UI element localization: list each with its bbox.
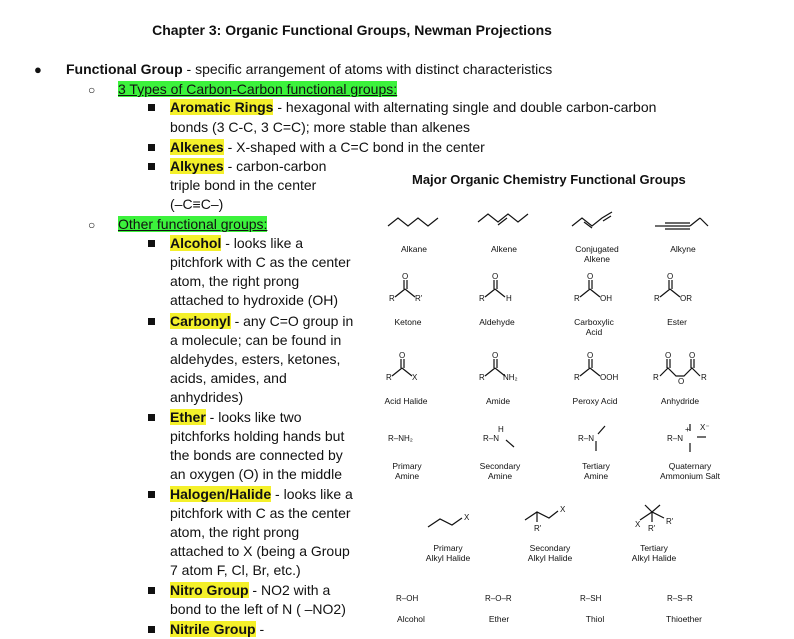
label-quaternary-ammonium: Quaternary Ammonium Salt <box>660 461 720 481</box>
atom-X: X <box>464 513 470 522</box>
label-ether: Ether <box>488 614 510 624</box>
ether-line3: the bonds are connected by <box>170 447 343 463</box>
atom-H: H <box>498 425 504 434</box>
atom-OOH: OOH <box>600 373 619 382</box>
ether-line4: an oxygen (O) in the middle <box>170 466 342 482</box>
bullet-dot: ● <box>34 62 42 77</box>
atom-O: O <box>587 351 594 360</box>
term-alcohol: Alcohol <box>170 235 222 251</box>
atom-O: O <box>399 351 406 360</box>
atom-X: X <box>560 505 566 514</box>
aromatic-line2: bonds (3 C-C, 3 C=C); more stable than alkenes <box>170 119 470 135</box>
label-aldehyde: Aldehyde <box>479 317 515 327</box>
atom-O: O <box>587 272 594 281</box>
cc-heading: 3 Types of Carbon-Carbon functional groups: <box>118 81 398 97</box>
term-alkynes: Alkynes <box>170 158 224 174</box>
label-anhydride: Anhydride <box>660 396 700 406</box>
atom-R: R <box>479 373 485 382</box>
term-aromatic: Aromatic Rings <box>170 99 274 115</box>
atom-O: O <box>689 351 696 360</box>
label-conjugated-alkene: Conjugated Alkene <box>575 244 619 264</box>
nitro-line2: bond to the left of N ( –NO2) <box>170 601 346 617</box>
atom-Rp: R' <box>666 517 674 526</box>
alcohol-line3: atom, the right prong <box>170 273 300 289</box>
alkynes-line2: triple bond in the center <box>170 177 317 193</box>
atom-R: R <box>654 294 660 303</box>
label-alkene: Alkene <box>491 244 517 254</box>
term-carbonyl: Carbonyl <box>170 313 231 329</box>
atom-R: R <box>574 294 580 303</box>
atom-O: O <box>665 351 672 360</box>
atom-O: O <box>492 272 499 281</box>
carbonyl-line3: aldehydes, esters, ketones, <box>170 351 341 367</box>
ester-structure <box>660 280 680 297</box>
carbonyl-line2: a molecule; can be found in <box>170 332 342 348</box>
label-alkane: Alkane <box>401 244 427 254</box>
atom-RSR: R–S–R <box>667 594 693 603</box>
atom-H: H <box>506 294 512 303</box>
ether-line2: pitchforks holding hands but <box>170 428 345 444</box>
secondary-amine-structure <box>506 440 514 447</box>
atom-OR: OR <box>680 294 692 303</box>
atom-R: R <box>653 373 659 382</box>
halogen-line4: attached to X (being a Group <box>170 543 350 559</box>
label-tertiary-amine: Tertiary Amine <box>582 461 610 481</box>
carbonyl-line4: acids, amides, and <box>170 370 287 386</box>
halogen-line3: atom, the right prong <box>170 524 300 540</box>
atom-R: R <box>386 373 392 382</box>
label-alcohol: Alcohol <box>397 614 425 624</box>
atom-R: R <box>701 373 707 382</box>
atom-Xm: X⁻ <box>700 423 710 432</box>
atom-RN: R–N <box>483 434 500 443</box>
halogen-line2: pitchfork with C as the center <box>170 505 351 521</box>
carbonyl-line5: anhydrides) <box>170 389 244 405</box>
atom-O: O <box>492 351 499 360</box>
label-peroxy-acid: Peroxy Acid <box>572 396 618 406</box>
alkynes-line3: (–C≡C–) <box>170 196 224 212</box>
atom-RNH2: R–NH₂ <box>388 434 413 443</box>
atom-OH: OH <box>600 294 612 303</box>
atom-ROH: R–OH <box>396 594 419 603</box>
label-tertiary-halide: Tertiary Alkyl Halide <box>631 543 677 563</box>
label-carboxylic-acid: Carboxylic Acid <box>574 317 614 337</box>
atom-Rp: R' <box>415 294 423 303</box>
atom-Rp: R' <box>534 524 542 533</box>
other-heading: Other functional groups: <box>118 216 268 232</box>
functional-group-line: Functional Group - specific arrangement of atoms with distinct characteristics <box>66 61 553 77</box>
alkane-structure <box>388 218 438 226</box>
carboxylic-structure <box>580 280 600 297</box>
atom-R: R <box>479 294 485 303</box>
atom-O: O <box>678 377 685 386</box>
term-ether: Ether <box>170 409 206 425</box>
atom-NH2: NH₂ <box>503 373 518 382</box>
label-acid-halide: Acid Halide <box>384 396 428 406</box>
atom-X: X <box>635 520 641 529</box>
alcohol-line4: attached to hydroxide (OH) <box>170 292 339 308</box>
acid-halide-structure <box>392 359 412 376</box>
atom-O: O <box>667 272 674 281</box>
term-alkenes: Alkenes <box>170 139 224 155</box>
primary-halide-structure <box>428 518 462 527</box>
label-ester: Ester <box>667 317 687 327</box>
halogen-line5: 7 atom F, Cl, Br, etc.) <box>170 562 301 578</box>
amide-structure <box>485 359 505 376</box>
atom-R: R <box>574 373 580 382</box>
label-ketone: Ketone <box>394 317 422 327</box>
figure-title: Major Organic Chemistry Functional Groups <box>412 172 686 187</box>
peroxy-structure <box>580 359 600 376</box>
atom-ROR: R–O–R <box>485 594 512 603</box>
anhydride-structure <box>660 359 700 376</box>
atom-Rp: R' <box>648 524 656 533</box>
atom-RSH: R–SH <box>580 594 602 603</box>
atom-O: O <box>402 272 409 281</box>
label-thioether: Thioether <box>666 614 702 624</box>
term-halogen: Halogen/Halide <box>170 486 272 502</box>
label-primary-halide: Primary Alkyl Halide <box>425 543 471 563</box>
page-title: Chapter 3: Organic Functional Groups, Newman Projections <box>152 22 552 38</box>
bullet-circle: ○ <box>88 218 96 232</box>
aldehyde-structure <box>485 280 505 297</box>
term-functional-group: Functional Group <box>66 61 183 77</box>
atom-R: R <box>389 294 395 303</box>
atom-X: X <box>412 373 418 382</box>
label-secondary-halide: Secondary Alkyl Halide <box>527 543 573 563</box>
term-nitrile: Nitrile Group <box>170 621 256 637</box>
atom-RN: R–N <box>667 434 684 443</box>
ketone-structure <box>395 280 415 297</box>
tertiary-halide-structure <box>640 505 664 522</box>
term-nitro: Nitro Group <box>170 582 249 598</box>
tertiary-amine-structure <box>596 426 605 451</box>
label-alkyne: Alkyne <box>670 244 696 254</box>
label-thiol: Thiol <box>585 614 605 624</box>
atom-plus: + <box>685 425 690 434</box>
label-primary-amine: Primary Amine <box>392 461 422 481</box>
bullet-circle: ○ <box>88 83 96 97</box>
alcohol-line2: pitchfork with C as the center <box>170 254 351 270</box>
secondary-halide-structure <box>525 511 558 522</box>
label-amide: Amide <box>485 396 511 406</box>
atom-RN: R–N <box>578 434 595 443</box>
label-secondary-amine: Secondary Amine <box>479 461 521 481</box>
